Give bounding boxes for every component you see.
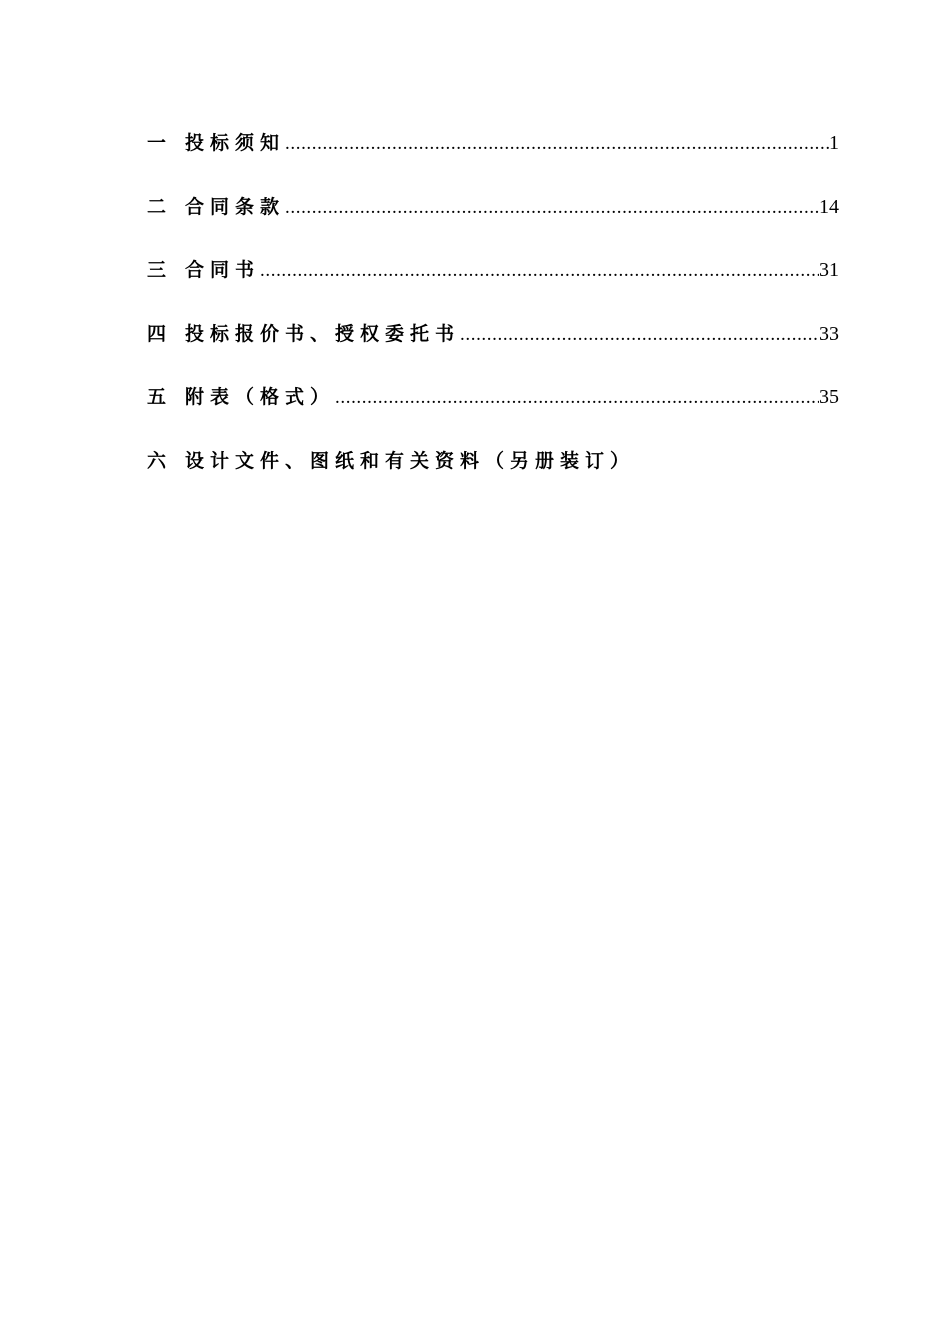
- toc-entry-3[interactable]: [147, 255, 839, 295]
- toc-entry-page: 31: [819, 259, 839, 282]
- toc-entry-number: 六: [147, 449, 169, 472]
- toc-entry-title: 投标报价书、授权委托书: [185, 322, 461, 345]
- toc-entry-number: 五: [147, 386, 169, 409]
- toc-entry-number: 一: [147, 132, 169, 154]
- toc-dot-leader: [335, 387, 819, 409]
- toc-entry-2[interactable]: [147, 192, 839, 232]
- toc-entry-4[interactable]: [147, 319, 839, 359]
- toc-dot-leader: [460, 324, 819, 346]
- table-of-contents: [147, 128, 839, 510]
- toc-entry-page: 14: [819, 195, 839, 218]
- toc-entry-title: 设计文件、图纸和有关资料（另册装订）: [185, 449, 636, 472]
- toc-entry-title: 投标须知: [185, 132, 286, 154]
- toc-entry-number: 三: [147, 259, 169, 282]
- toc-entry-number: 四: [147, 322, 169, 345]
- toc-entry-title: 附表（格式）: [185, 386, 336, 409]
- toc-entry-page: 1: [829, 132, 839, 154]
- toc-dot-leader: [285, 197, 819, 219]
- toc-dot-leader: [285, 133, 829, 155]
- toc-entry-page: 33: [819, 322, 839, 345]
- toc-entry-5[interactable]: [147, 382, 839, 422]
- toc-entry-1[interactable]: [147, 128, 839, 168]
- toc-entry-6[interactable]: [147, 446, 839, 486]
- toc-entry-title: 合同条款: [185, 195, 286, 218]
- toc-dot-leader: [260, 260, 819, 282]
- toc-entry-page: 35: [819, 386, 839, 409]
- toc-entry-title: 合同书: [185, 259, 261, 282]
- toc-entry-number: 二: [147, 195, 169, 218]
